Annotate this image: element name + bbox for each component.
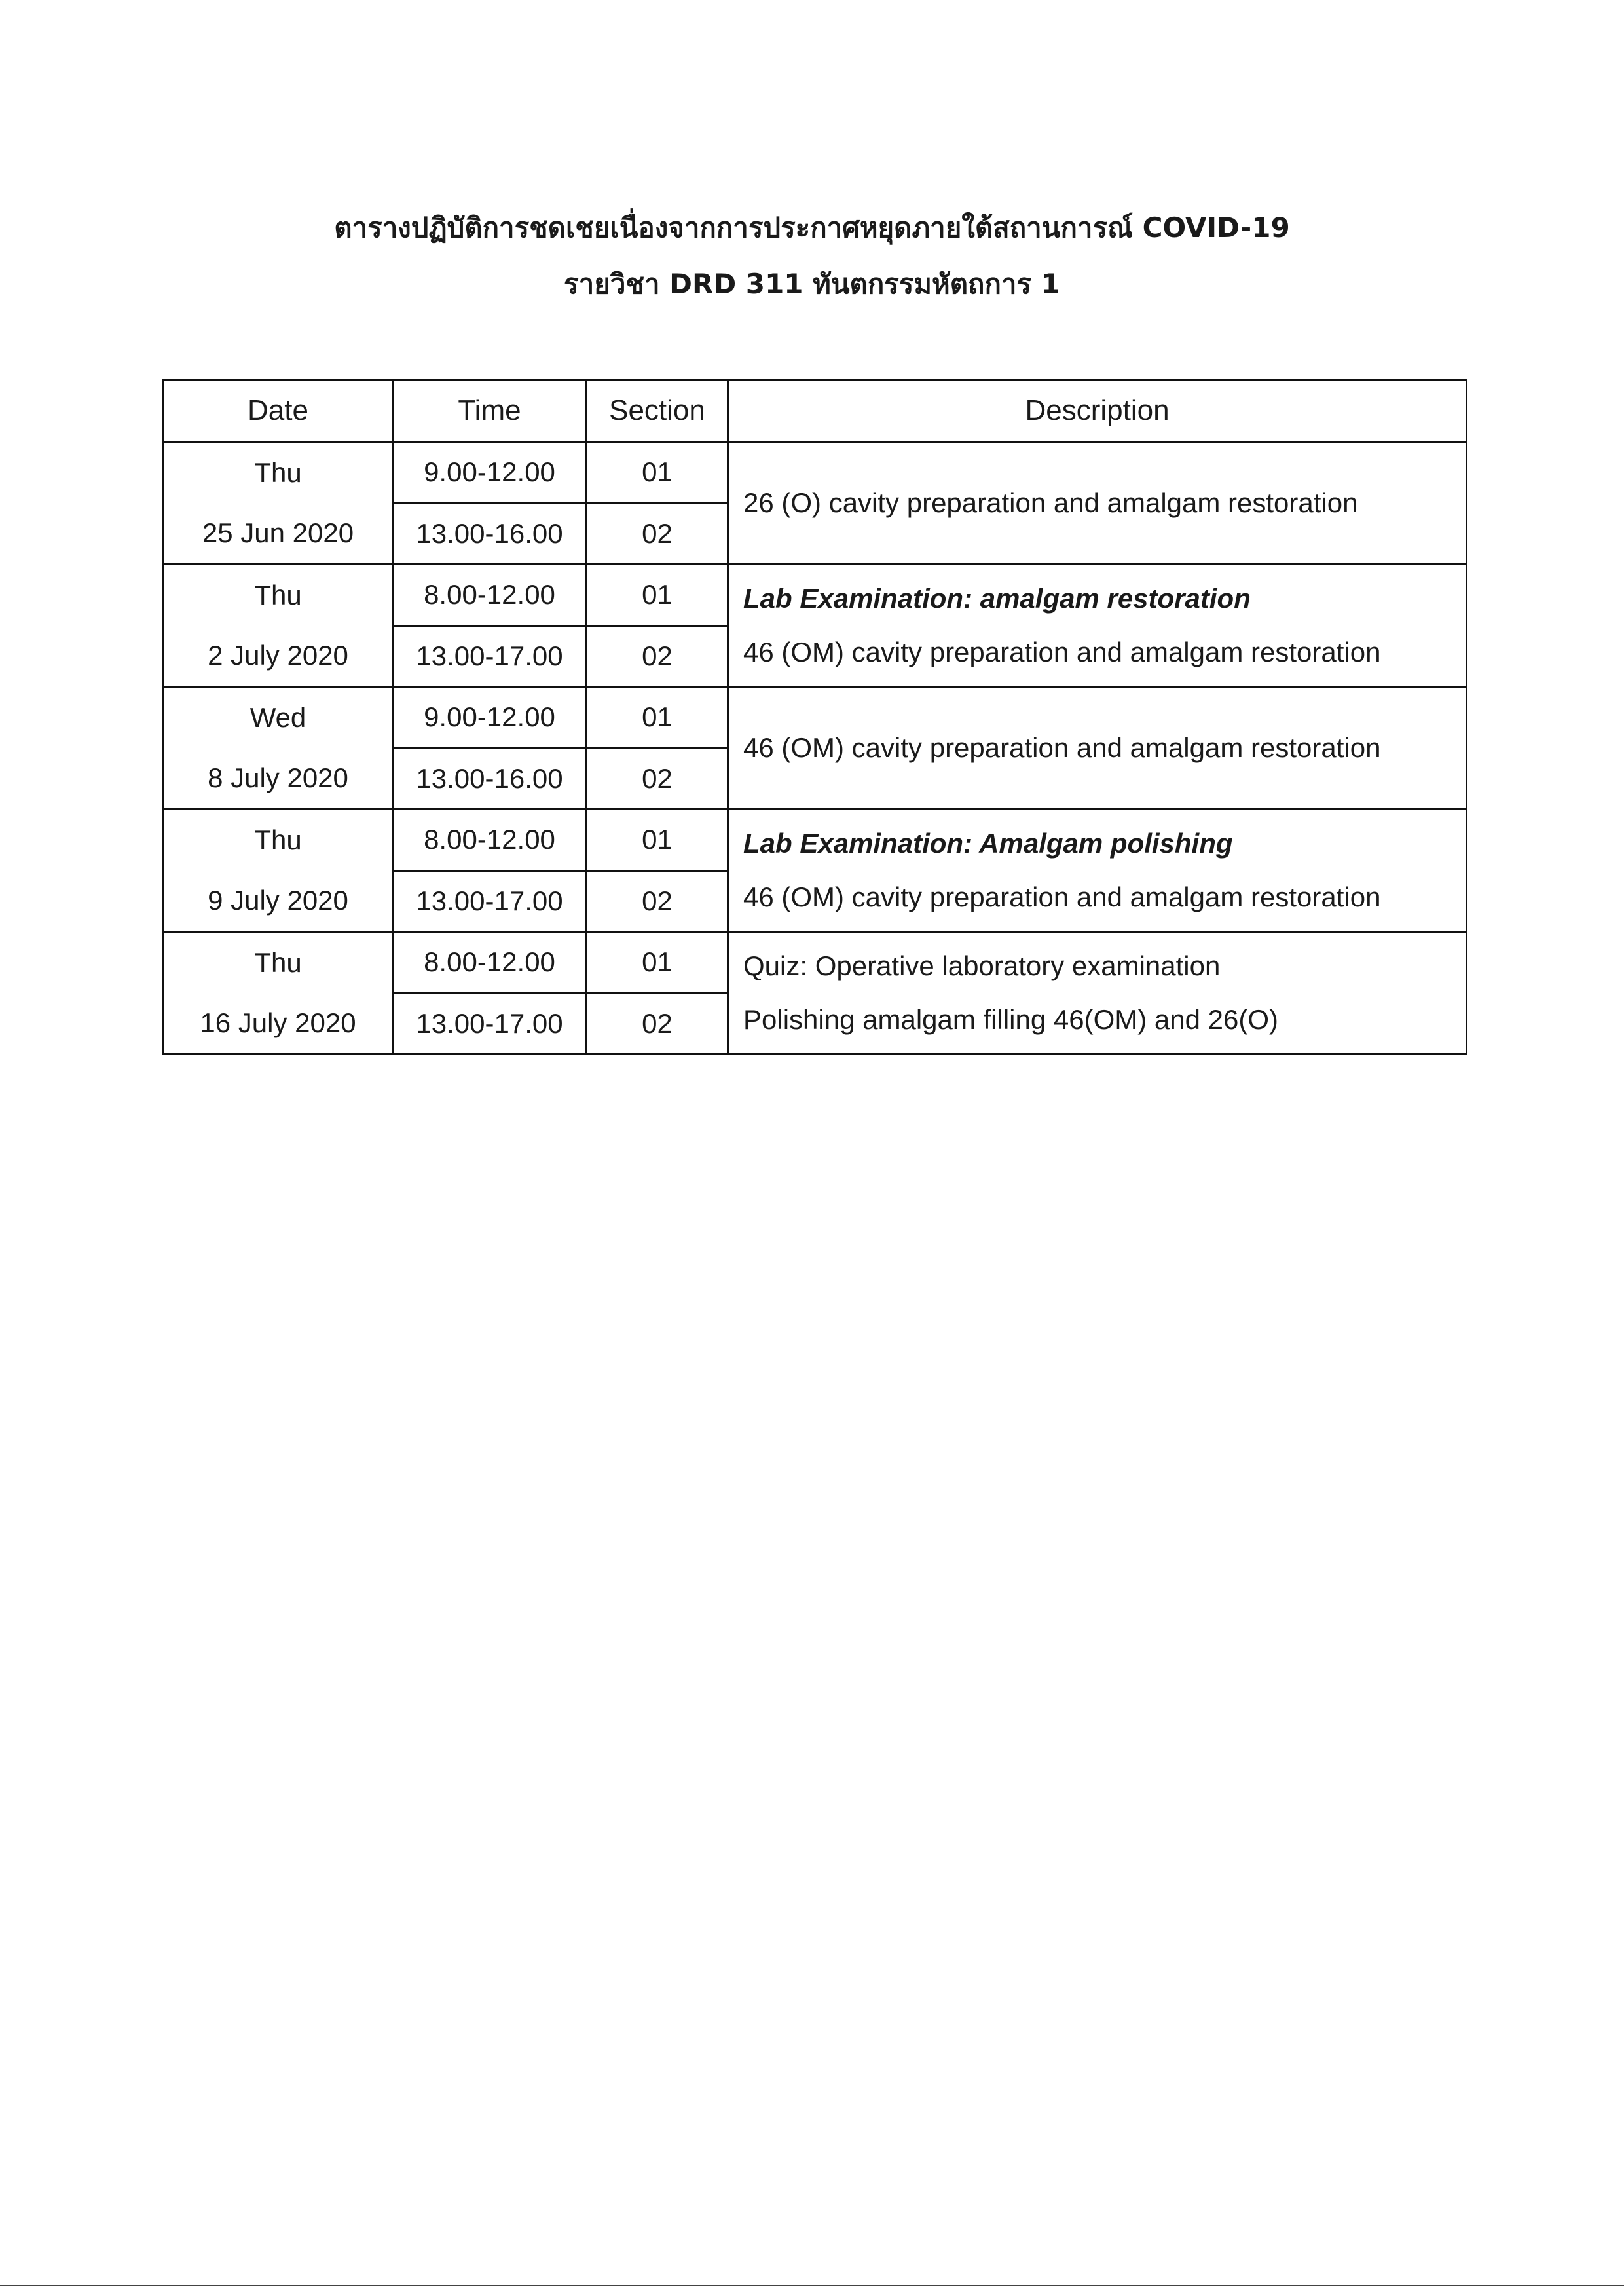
time-cell: 9.00-12.00 [393,442,587,504]
section-cell: 01 [587,810,728,871]
time-cell: 13.00-17.00 [393,993,587,1054]
time-cell: 13.00-17.00 [393,625,587,687]
time-cell: 13.00-16.00 [393,748,587,810]
header-section: Section [587,380,728,442]
section-cell: 01 [587,565,728,626]
section-cell: 02 [587,870,728,932]
day-label: Thu [254,825,302,855]
description-line: 46 (OM) cavity preparation and amalgam restoration [743,732,1381,763]
page-subtitle: รายวิชา DRD 311 ทันตกรรมหัตถการ 1 [564,268,1060,300]
date-label: 8 July 2020 [208,762,348,793]
date-cell [164,687,393,810]
table-row [164,687,1467,749]
time-cell: 9.00-12.00 [393,687,587,749]
section-cell: 01 [587,442,728,504]
page-bottom-rule [0,2285,1624,2286]
date-cell [164,565,393,687]
day-label: Wed [249,702,306,733]
section-cell: 02 [587,993,728,1054]
quiz-line: Quiz: Operative laboratory examination [743,950,1221,981]
exam-line: Lab Examination: amalgam restoration [743,583,1251,614]
date-label: 2 July 2020 [208,640,348,671]
table-row [164,810,1467,871]
day-label: Thu [254,580,302,610]
time-cell: 13.00-17.00 [393,870,587,932]
date-label: 16 July 2020 [200,1007,356,1038]
section-cell: 01 [587,687,728,749]
day-label: Thu [254,947,302,978]
header-time: Time [393,380,587,442]
day-label: Thu [254,457,302,488]
table-row [164,442,1467,504]
description-line: 26 (O) cavity preparation and amalgam restoration [743,487,1358,518]
table-row [164,565,1467,626]
section-cell: 02 [587,625,728,687]
date-cell [164,442,393,565]
page-title: ตารางปฏิบัติการชดเชยเนื่องจากการประกาศหยุดภายใต้สถานการณ์ COVID-19 [334,212,1290,244]
section-cell: 01 [587,932,728,994]
time-cell: 8.00-12.00 [393,932,587,994]
exam-line: Lab Examination: Amalgam polishing [743,828,1233,859]
date-label: 25 Jun 2020 [202,517,354,548]
header-date: Date [164,380,393,442]
date-label: 9 July 2020 [208,885,348,916]
description-line: Polishing amalgam filling 46(OM) and 26(O) [743,1004,1279,1035]
time-cell: 13.00-16.00 [393,503,587,565]
date-cell [164,932,393,1054]
description-cell [728,565,1467,687]
description-cell [728,442,1467,565]
date-cell [164,810,393,932]
section-cell: 02 [587,503,728,565]
schedule-table [162,379,1467,1055]
time-cell: 8.00-12.00 [393,565,587,626]
header-description: Description [728,380,1467,442]
section-cell: 02 [587,748,728,810]
description-line: 46 (OM) cavity preparation and amalgam restoration [743,637,1381,667]
description-cell [728,687,1467,810]
table-header-row [164,380,1467,442]
time-cell: 8.00-12.00 [393,810,587,871]
description-line: 46 (OM) cavity preparation and amalgam restoration [743,882,1381,912]
description-cell [728,810,1467,932]
description-cell [728,932,1467,1054]
table-row [164,932,1467,994]
